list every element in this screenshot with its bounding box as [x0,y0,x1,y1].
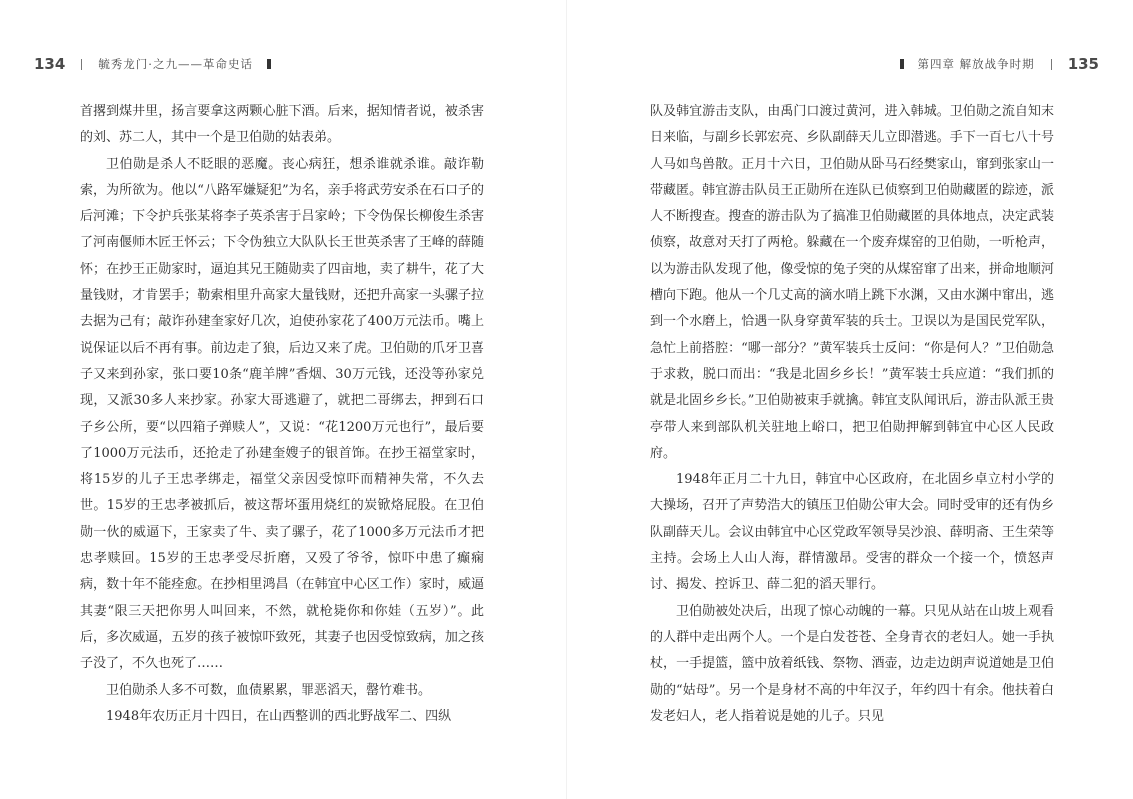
left-running-title: 毓秀龙门·之九——革命史话 [98,57,253,71]
left-page-number: 134 [34,55,66,73]
right-page-body [650,99,1054,730]
right-running-header [886,52,1099,76]
paragraph: 队及韩宜游击支队，由禹门口渡过黄河，进入韩城。卫伯勋之流自知末日来临，与副乡长郭宏亮、乡队副薛天儿立即潜逃。手下一百七八十号人马如鸟兽散。正月十六日，卫伯勋从卧马石经樊家山，窜到张家山一带藏匿。韩宜游击队员王正勋所在连队已侦察到卫伯勋藏匿的踪迹，派人不断搜查。搜查的游击队为了搞准卫伯勋藏匿的具体地点，决定武装侦察，故意对天打了两枪。躲藏在一个废弃煤窑的卫伯勋，一听枪声，以为游击队发现了他，像受惊的兔子突的从煤窑窜了出来，拼命地顺河槽向下跑。他从一个几丈高的滴水哨上跳下水渊，又由水渊中窜出，逃到一个水磨上，恰遇一队身穿黄军装的兵士。卫误以为是国民党军队，急忙上前搭腔：“哪一部分？”黄军装兵士反问：“你是何人？”卫伯勋急于求救，脱口而出：“我是北固乡乡长！”黄军装士兵应道：“我们抓的就是北固乡乡长。”卫伯勋被束手就擒。韩宜支队闻讯后，游击队派王贵亭带人来到部队机关驻地上峪口，把卫伯勋押解到韩宜中心区人民政府。 [650,104,1054,461]
left-running-header [34,52,285,76]
paragraph: 首撂到煤井里，扬言要拿这两颗心脏下酒。后来，据知情者说，被杀害的刘、苏二人，其中一个是卫伯勋的姑表弟。 [80,104,484,146]
paragraph: 1948年正月二十九日，韩宜中心区政府，在北固乡卓立村小学的大操场，召开了声势浩大的镇压卫伯勋公审大会。同时受审的还有伪乡队副薛天儿。会议由韩宜中心区党政军领导吴沙浪、薛明斋、王生荣等主持。会场上人山人海，群情激昂。受害的群众一个接一个，愤怒声讨、揭发、控诉卫、薛二犯的滔天罪行。 [650,472,1054,593]
header-block-mark [900,59,904,69]
paragraph: 卫伯勋杀人多不可数，血债累累，罪恶滔天，罄竹难书。 [106,682,432,698]
paragraph: 卫伯勋被处决后，出现了惊心动魄的一幕。只见从站在山坡上观看的人群中走出两个人。一个是白发苍苍、全身青衣的老妇人。她一手执杖，一手提篮，篮中放着纸钱、祭物、酒壶，边走边朗声说道她是卫伯勋的“姑母”。另一个是身材不高的中年汉子，年约四十有余。他扶着白发老妇人，老人指着说是她的儿子。只见 [650,603,1054,724]
header-block-mark [267,59,271,69]
right-page-number: 135 [1067,55,1099,73]
paragraph: 1948年农历正月十四日，在山西整训的西北野战军二、四纵 [106,708,452,724]
left-page-body [80,99,484,730]
header-divider [81,59,82,70]
page-gutter [566,0,567,799]
right-running-title: 第四章 解放战争时期 [917,57,1035,71]
header-divider [1051,59,1052,70]
paragraph: 卫伯勋是杀人不眨眼的恶魔。丧心病狂，想杀谁就杀谁。敲诈勒索，为所欲为。他以“八路军嫌疑犯”为名，亲手将武劳安杀在石口子的后河滩；下令护兵张某将李子英杀害于吕家岭；下令伪保长柳俊生杀害了河南偃师木匠王怀云；下令伪独立大队队长王世英杀害了王峰的薛随怀；在抄王正勋家时，逼迫其兄王随勋卖了四亩地，卖了耕牛，花了大量钱财，才肯罢手；勒索相里升高家大量钱财，还把升高家一头骡子拉去据为己有；敲诈孙建奎家好几次，迫使孙家花了400万元法币。嘴上说保证以后不再有事。前边走了狼，后边又来了虎。卫伯勋的爪牙卫喜子又来到孙家，张口要10条“鹿羊牌”香烟、30万元钱，还没等孙家兑现，又派30多人来抄家。孙家大哥逃避了，就把二哥绑去，押到石口子乡公所，要“以四箱子弹赎人”，又说：“花1200万元也行”，最后要了1000万元法币，还抢走了孙建奎嫂子的银首饰。在抄王福堂家时，将15岁的儿子王忠孝绑走，福堂父亲因受惊吓而精神失常，不久去世。15岁的王忠孝被抓后，被这帮坏蛋用烧红的炭锨烙屁股。在卫伯勋一伙的威逼下，王家卖了牛、卖了骡子，花了1000多万元法币才把忠孝赎回。15岁的王忠孝受尽折磨，又殁了爷爷，惊吓中患了癫痫病，数十年不能痊愈。在抄相里鸿昌（在韩宜中心区工作）家时，威逼其妻“限三天把你男人叫回来，不然，就枪毙你和你娃（五岁）”。此后，多次威逼，五岁的孩子被惊吓致死，其妻子也因受惊致病，加之孩子没了，不久也死了…… [80,156,484,672]
